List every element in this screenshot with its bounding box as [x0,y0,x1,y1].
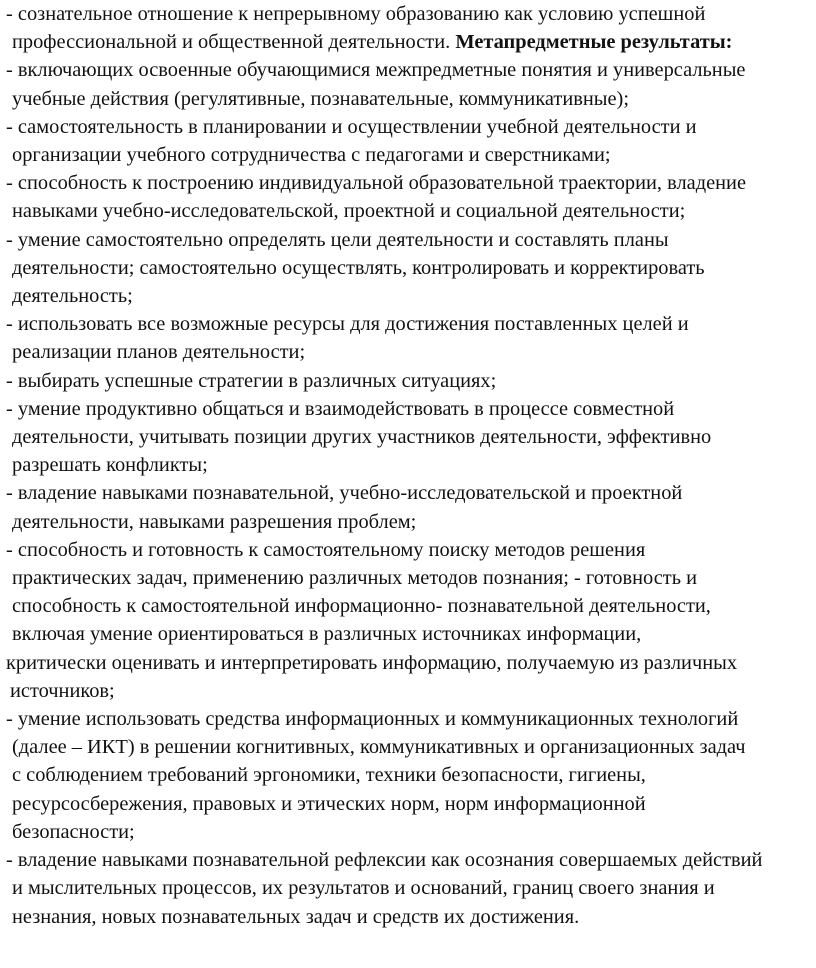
text-line: ресурсосбережения, правовых и этических норм, норм информационной [12,792,646,815]
text-line: деятельность; [12,285,133,308]
list-item [6,536,814,649]
text-fragment: профессиональной и общественной деятельности. [12,31,451,54]
text-line: - использовать все возможные ресурсы для достижения поставленных целей и [6,313,689,336]
text-line: незнания, новых познавательных задач и средств их достижения. [12,905,580,928]
text-line: - самостоятельность в планировании и осуществлении учебной деятельности и [6,115,697,138]
list-item [6,113,814,169]
text-line: - владение навыками познавательной, учебно-исследовательской и проектной [6,482,683,505]
text-line: реализации планов деятельности; [12,341,306,364]
text-line: источников; [10,679,115,702]
list-item [6,169,814,225]
text-line: - владение навыками познавательной рефлексии как осознания совершаемых действий [6,849,763,872]
text-line: - способность к построению индивидуальной образовательной траектории, владение [6,172,747,195]
text-line: - умение использовать средства информационных и коммуникационных технологий [6,708,739,731]
text-line: - умение самостоятельно определять цели деятельности и составлять планы [6,228,669,251]
text-line: деятельности, учитывать позиции других участников деятельности, эффективно [12,426,712,449]
list-item [6,56,814,112]
section-heading: Метапредметные результаты: [455,31,733,54]
text-line: с соблюдением требований эргономики, техники безопасности, гигиены, [12,764,646,787]
text-line: включая умение ориентироваться в различных источниках информации, [12,623,642,646]
text-line: навыками учебно-исследовательской, проектной и социальной деятельности; [12,200,686,223]
list-item [6,310,814,366]
text-line: способность к самостоятельной информационно- познавательной деятельности, [12,595,711,618]
text-line [14,28,814,56]
text-line: (далее – ИКТ) в решении когнитивных, коммуникативных и организационных задач [12,736,746,759]
list-item [6,226,814,311]
text-line: - способность и готовность к самостоятельному поиску методов решения [6,538,646,561]
text-line: деятельности, навыками разрешения проблем; [12,510,417,533]
text-line: учебные действия (регулятивные, познавательные, коммуникативные); [12,87,630,110]
document-body [6,0,814,931]
text-line: безопасности; [12,820,135,843]
text-line: критически оценивать и интерпретировать информацию, получаемую из различных [6,651,738,674]
text-line: - включающих освоенные обучающимися межпредметные понятия и универсальные [6,59,746,82]
text-line: деятельности; самостоятельно осуществлять, контролировать и корректировать [12,256,705,279]
text-line: организации учебного сотрудничества с педагогами и сверстниками; [12,144,611,167]
list-item [6,479,814,535]
list-item [6,395,814,480]
text-line: практических задач, применению различных методов познания; - готовность и [12,567,698,590]
list-item [6,846,814,931]
list-item [6,705,814,846]
intro-paragraph [6,0,814,56]
continuation-paragraph [6,649,814,705]
text-line: разрешать конфликты; [12,454,208,477]
text-line: и мыслительных процессов, их результатов и оснований, границ своего знания и [12,877,715,900]
text-line: - выбирать успешные стратегии в различных ситуациях; [6,369,497,392]
text-line: - сознательное отношение к непрерывному образованию как условию успешной [6,3,706,25]
list-item [6,367,814,395]
text-line: - умение продуктивно общаться и взаимодействовать в процессе совместной [6,397,675,420]
